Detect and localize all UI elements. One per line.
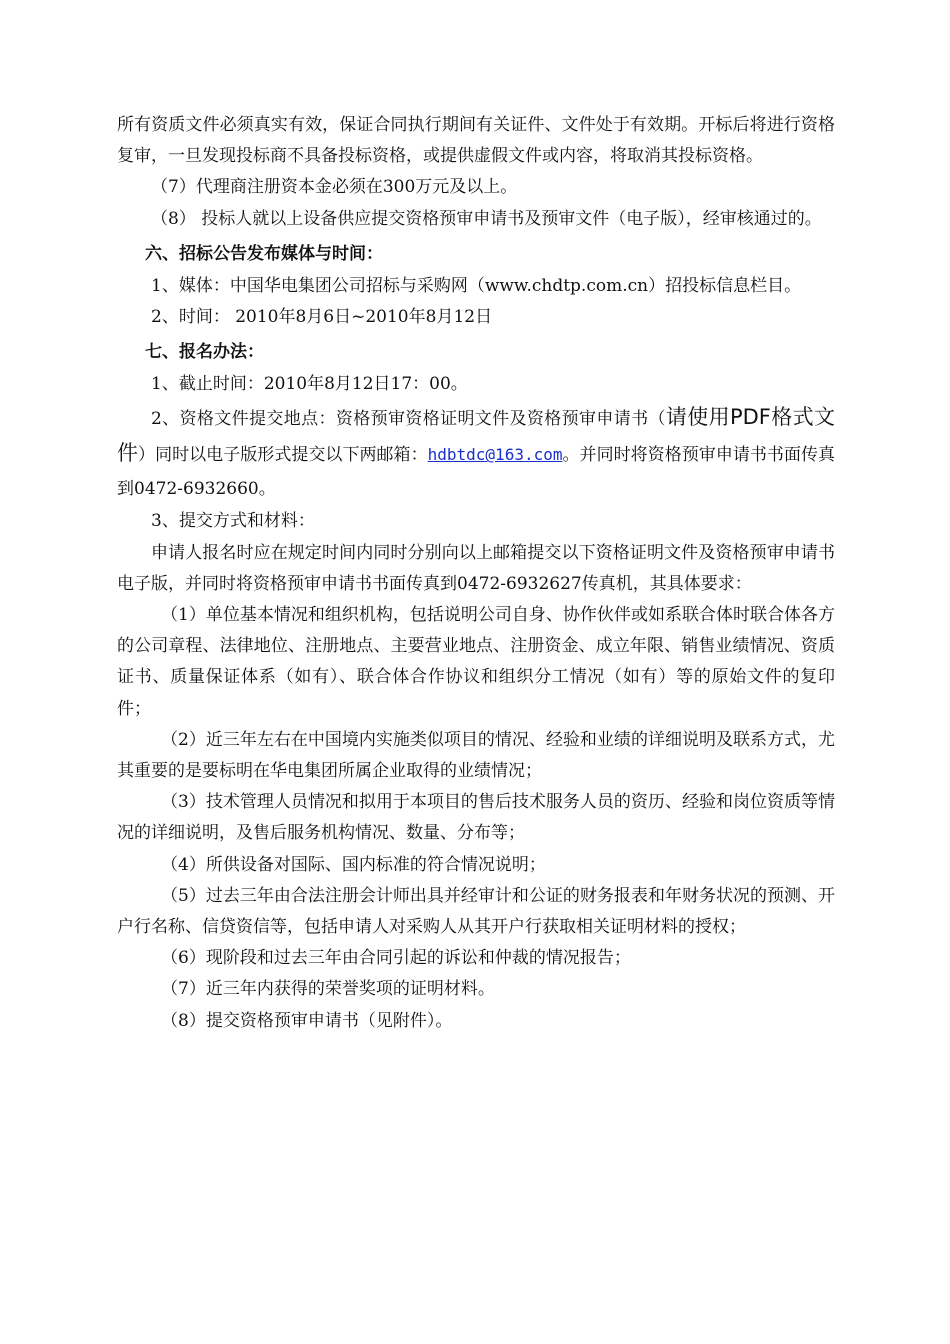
paragraph-media: 1、媒体：中国华电集团公司招标与采购网（www.chdtp.com.cn）招投标信息栏目。 [151,275,802,296]
document-body [117,110,835,1037]
paragraph-qualification-validity: 所有资质文件必须真实有效，保证合同执行期间有关证件、文件处于有效期。开标后将进行资格复审，一旦发现投标商不具备投标资格，或提供虚假文件或内容，将取消其投标资格。 [117,115,835,167]
list-item: （2）近三年左右在中国境内实施类似项目的情况、经验和业绩的详细说明及联系方式，尤其重要的是要标明在华电集团所属企业取得的业绩情况； [117,729,835,782]
paragraph-prequalification-submission: （8） 投标人就以上设备供应提交资格预审申请书及预审文件（电子版），经审核通过的。 [151,208,822,229]
submission-location-text-2: ）同时以电子版形式提交以下两邮箱： [138,445,428,466]
section-heading-registration: 七、报名办法： [145,342,264,363]
submission-location-text-1: 2、资格文件提交地点：资格预审资格证明文件及资格预审申请书（ [151,409,666,430]
paragraph-applicant-requirements: 申请人报名时应在规定时间内同时分别向以上邮箱提交以下资格证明文件及资格预审申请书电子版，并同时将资格预审申请书书面传真到0472-6932627传真机，其具体要求： [117,542,835,594]
paragraph-submission-method: 3、提交方式和材料： [151,511,315,532]
section-heading-publication: 六、招标公告发布媒体与时间： [145,243,383,264]
list-item: （8）提交资格预审申请书（见附件）。 [161,1010,453,1031]
paragraph-deadline: 1、截止时间：2010年8月12日17：00。 [151,374,468,395]
list-item: （4）所供设备对国际、国内标准的符合情况说明； [161,854,546,875]
list-item: （7）近三年内获得的荣誉奖项的证明材料。 [161,979,495,1000]
paragraph-time: 2、时间： 2010年8月6日~2010年8月12日 [151,307,493,328]
email-link[interactable]: hdbtdc@163.com [427,445,563,465]
paragraph-submission-location [117,400,835,506]
list-item: （1）单位基本情况和组织机构，包括说明公司自身、协作伙伴或如系联合体时联合体各方的公司章程、法律地位、注册地点、主要营业地点、注册资金、成立年限、销售业绩情况、资质证书、质量保证体系（如有）、联合体合作协议和组织分工情况（如有）等的原始文件的复印件； [117,605,835,719]
list-item: （3）技术管理人员情况和拟用于本项目的售后技术服务人员的资历、经验和岗位资质等情况的详细说明，及售后服务机构情况、数量、分布等； [117,792,835,844]
list-item: （5）过去三年由合法注册会计师出具并经审计和公证的财务报表和年财务状况的预测、开户行名称、信贷资信等，包括申请人对采购人从其开户行获取相关证明材料的授权； [117,885,835,938]
paragraph-registered-capital: （7）代理商注册资本金必须在300万元及以上。 [151,177,518,198]
list-item: （6）现阶段和过去三年由合同引起的诉讼和仲裁的情况报告； [161,948,631,969]
submission-location-text-3: 。并同时将资格预审申请书书面传真到0472-6932660。 [117,445,836,500]
pdf-format-emphasis: 请使用PDF格式文件 [117,405,835,466]
